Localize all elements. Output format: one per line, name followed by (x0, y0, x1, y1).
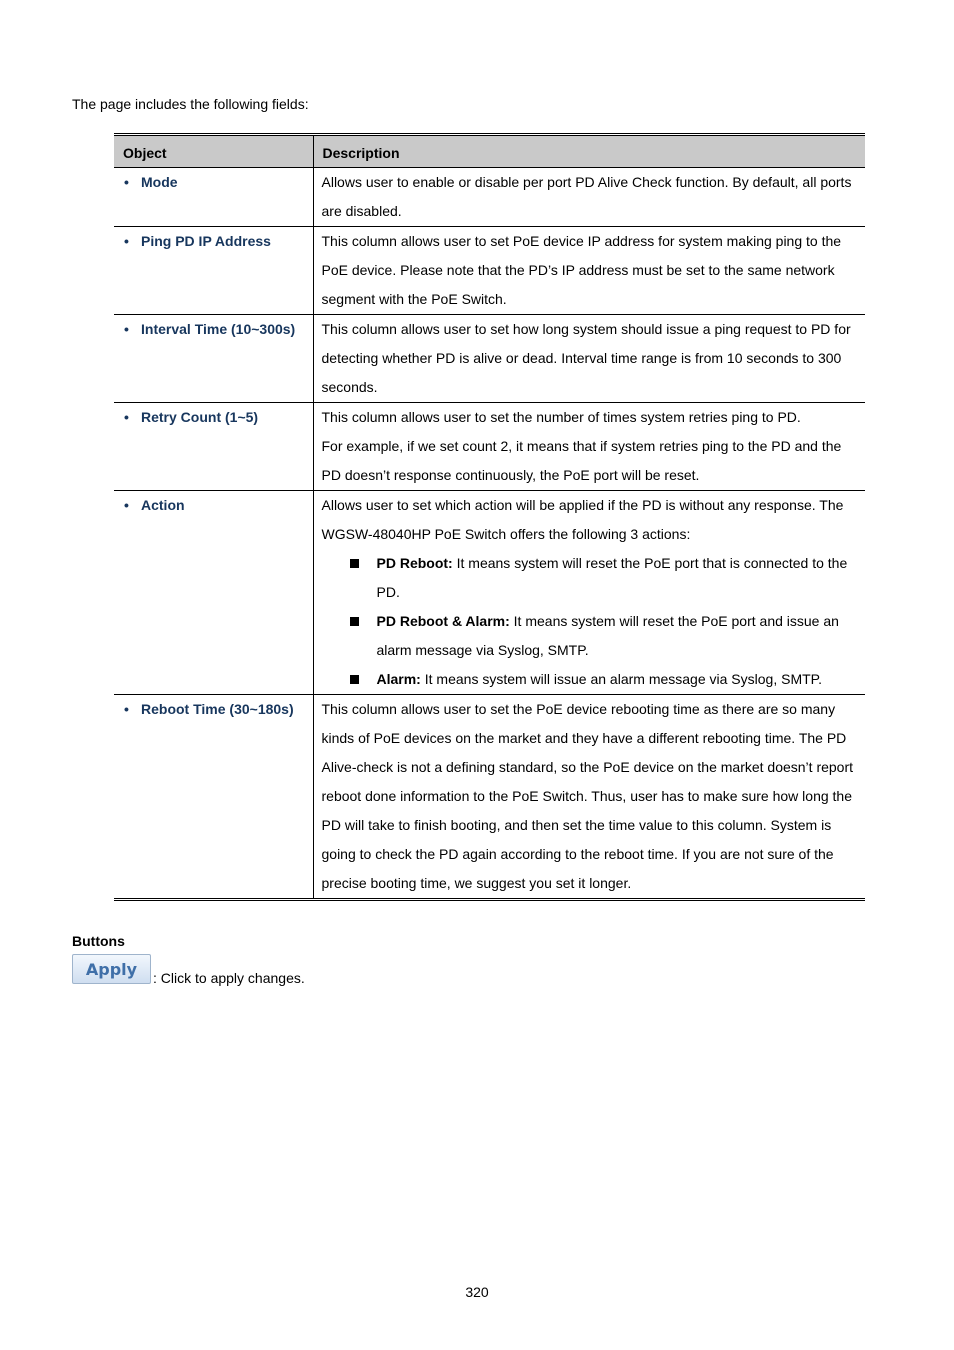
description-text: For example, if we set count 2, it means that if system retries ping to the PD and the PD doesn’t response continuously, the PoE port will be reset. (321, 438, 842, 483)
table-row (114, 403, 865, 491)
list-item-text: It means system will reset the PoE port and issue an alarm message via Syslog, SMTP. (376, 613, 839, 658)
intro-text: The page includes the following fields: (72, 96, 309, 112)
page-number: 320 (465, 1284, 489, 1300)
description-cell (313, 695, 865, 900)
object-label: Interval Time (10~300s) (141, 321, 296, 337)
list-item-text: It means system will reset the PoE port that is connected to the PD. (376, 555, 848, 600)
header-object: Object (114, 135, 313, 168)
bullet-dot-icon: • (124, 701, 129, 717)
table-row (114, 315, 865, 403)
object-label: Retry Count (1~5) (141, 409, 259, 425)
list-item (349, 549, 858, 607)
bullet-dot-icon: • (124, 409, 129, 425)
bullet-dot-icon: • (124, 497, 129, 513)
list-item (349, 607, 858, 665)
description-cell (313, 491, 865, 695)
bullet-dot-icon: • (124, 321, 129, 337)
header-description: Description (313, 135, 865, 168)
bullet-dot-icon: • (124, 174, 129, 190)
object-label: Reboot Time (30~180s) (141, 701, 294, 717)
description-text: Allows user to enable or disable per port PD Alive Check function. By default, all ports are disabled. (321, 174, 852, 219)
fields-table (114, 133, 865, 901)
description-cell (313, 403, 865, 491)
list-item-term: PD Reboot & Alarm: (376, 613, 510, 629)
table-row (114, 491, 865, 695)
list-item-term: PD Reboot: (376, 555, 453, 571)
object-label: Action (141, 497, 185, 513)
description-text: Allows user to set which action will be applied if the PD is without any response. The WGSW-48040HP PoE Switch offers the following 3 actions: (321, 497, 844, 542)
description-text: This column allows user to set the number of times system retries ping to PD. (321, 409, 801, 425)
description-text: This column allows user to set how long system should issue a ping request to PD for detecting whether PD is alive or dead. Interval time range is from 10 seconds to 300 seconds. (321, 321, 851, 395)
object-cell (114, 695, 313, 900)
table-row (114, 695, 865, 900)
description-cell (313, 315, 865, 403)
action-list (322, 549, 858, 694)
table-row (114, 168, 865, 227)
bullet-dot-icon: • (124, 233, 129, 249)
description-cell (313, 168, 865, 227)
object-label: Mode (141, 174, 178, 190)
object-cell (114, 168, 313, 227)
table-header-row (114, 135, 865, 168)
list-item-text: It means system will issue an alarm message via Syslog, SMTP. (420, 671, 823, 687)
fields-table-wrapper (114, 133, 865, 901)
table-row (114, 227, 865, 315)
object-cell (114, 491, 313, 695)
apply-description: : Click to apply changes. (153, 970, 305, 986)
list-item (349, 665, 858, 694)
description-text: This column allows user to set the PoE device rebooting time as there are so many kinds of PoE devices on the market and they have a different rebooting time. The PD Alive-check is not a defining standard, so the PoE device on the market doesn’t report reboot done information to the PoE Switch. Thus, user has to make sure how long the PD will take to finish booting, and then set the time value to this column. System is going to check the PD again according to the reboot time. If you are not sure of the precise booting time, we suggest you set it longer. (321, 701, 854, 891)
object-cell (114, 315, 313, 403)
object-cell (114, 227, 313, 315)
description-text: This column allows user to set PoE device IP address for system making ping to the PoE device. Please note that the PD’s IP address must be set to the same network segment with the PoE Switch. (321, 233, 842, 307)
apply-button[interactable]: Apply (72, 954, 151, 984)
object-label: Ping PD IP Address (141, 233, 271, 249)
object-cell (114, 403, 313, 491)
description-cell (313, 227, 865, 315)
apply-row (72, 954, 305, 984)
buttons-heading: Buttons (72, 933, 125, 949)
list-item-term: Alarm: (376, 671, 421, 687)
